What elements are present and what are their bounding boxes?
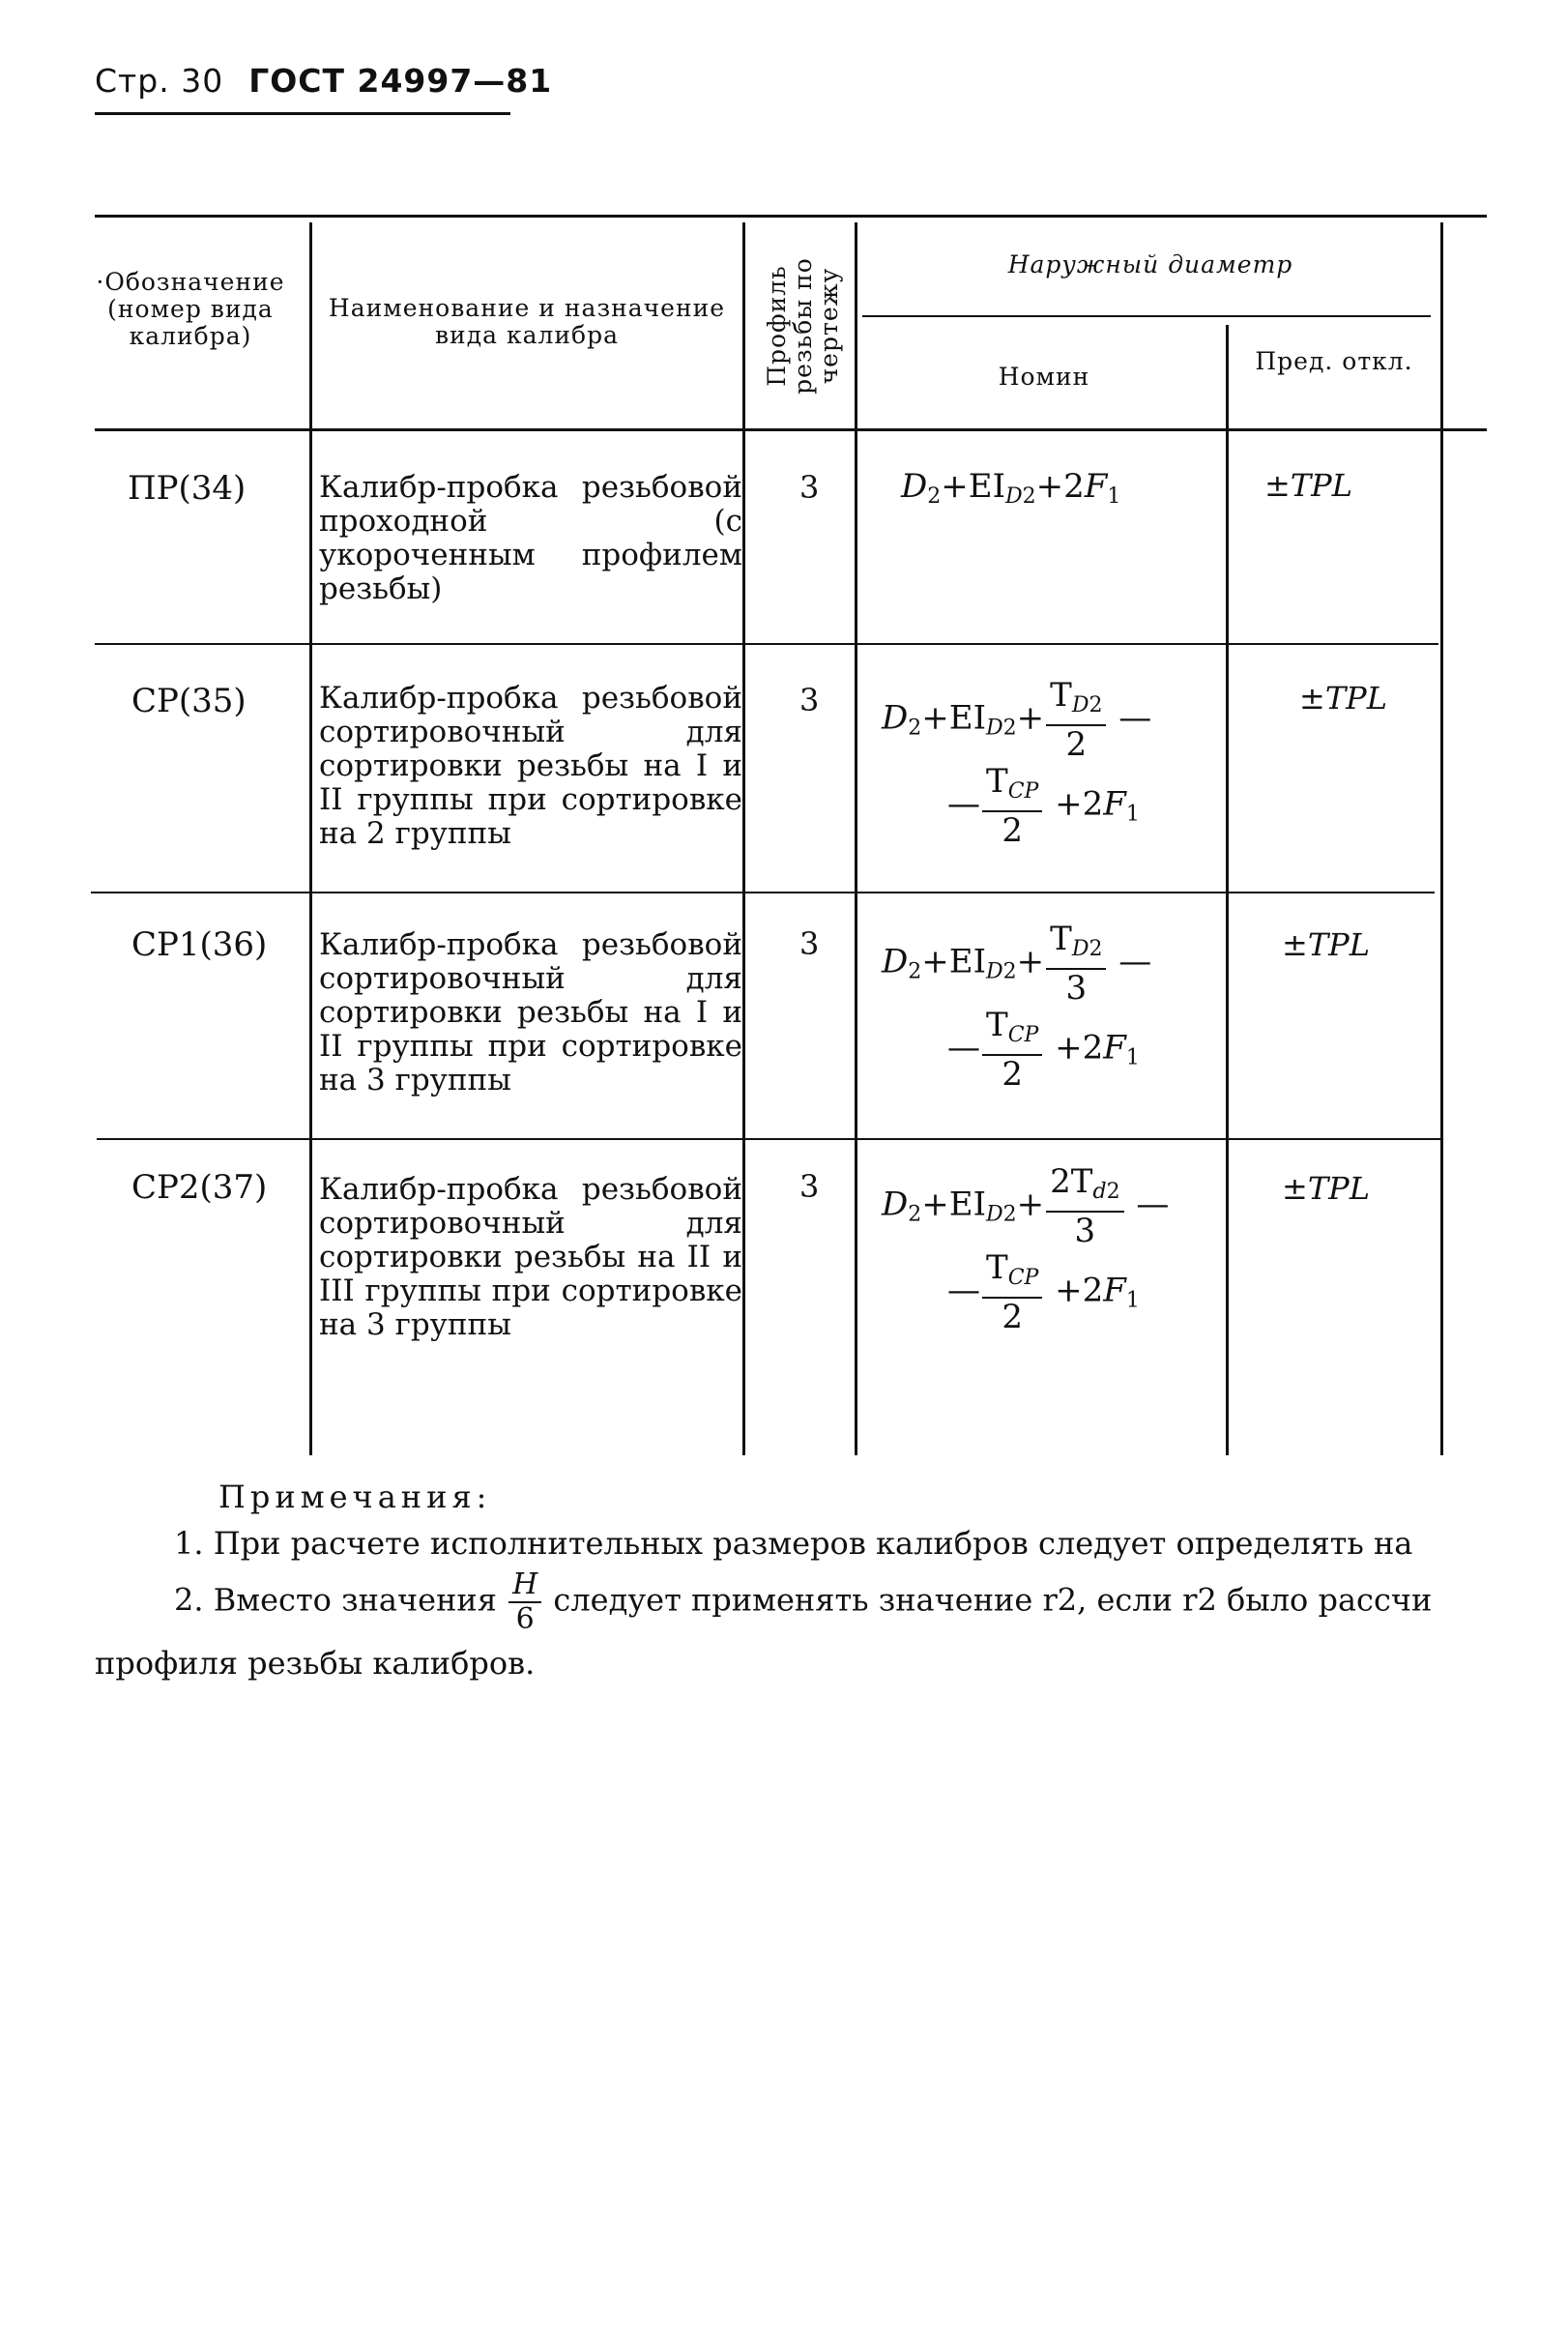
header-underline [95,112,510,115]
note-2-end: следует применять значение r2, если r2 было рассчи [553,1581,1433,1619]
row-separator-3 [97,1138,1440,1140]
note-2-start: 2. Вместо значения [174,1581,497,1619]
row-3-formula: $D_2+EI_{D2}+$ $\frac{T_{D2}}{3}$ — — $\frac{T_{CP}}{2}$ $+2F_1$ [882,920,1152,1094]
row-3-name: Калибр-пробка резьбовой сортировочный для сортировки резьбы на I и II группы при сортировке на 3 группы [319,927,742,1098]
page-header [95,62,552,100]
row-4-code: СР2(37) [131,1168,268,1207]
subheader-rule [862,315,1431,317]
row-1-formula: $D_2+EI_{D2}+2F_1$ [901,467,1121,509]
row-4-formula: $D_2+EI_{D2}+$ $\frac{2T_{d2}}{3}$ — — $\frac{T_{CP}}{2}$ $+2F_1$ [882,1162,1170,1336]
row-2-formula: $D_2+EI_{D2}+$ $\frac{T_{D2}}{2}$ — — $\frac{T_{CP}}{2}$ $+2F_1$ [882,676,1152,850]
row-4-tolerance: ±TPL [1282,1170,1370,1207]
row-1-tolerance: ±TPL [1264,467,1352,504]
header-designation: ·Обозначение (номер вида калибра) [96,268,285,350]
column-rule-5 [1440,222,1443,1455]
row-3-code: СР1(36) [131,925,268,964]
column-rule-3 [855,222,857,1455]
standard-title: ГОСТ 24997—81 [248,62,553,100]
row-3-profile: 3 [799,925,820,962]
header-nominal: Номин [998,363,1090,391]
column-rule-1 [309,222,312,1455]
row-separator-1 [95,643,1438,645]
header-name: Наименование и назначение вида калибра [328,294,726,349]
row-separator-2 [91,892,1435,893]
row-2-name: Калибр-пробка резьбовой сортировочный для сортировки резьбы на I и II группы при сортировке на 2 группы [319,681,742,851]
row-4-name: Калибр-пробка резьбовой сортировочный для сортировки резьбы на II и III группы при сортировке на 3 группы [319,1172,742,1342]
column-rule-2 [742,222,745,1455]
table-top-rule [95,215,1487,218]
header-profile: Профиль резьбы по чертежу [763,257,843,395]
row-2-profile: 3 [799,682,820,718]
notes-title: Примечания: [218,1478,492,1515]
row-4-profile: 3 [799,1168,820,1205]
row-1-code: ПР(34) [128,469,247,508]
row-2-tolerance: ±TPL [1299,680,1387,717]
row-2-code: СР(35) [131,682,247,720]
row-1-name: Калибр-пробка резьбовой проходной (с укороченным профилем резьбы) [319,470,742,606]
header-bottom-rule [95,428,1487,431]
note-2: 2. Вместо значения $\frac{H}{6}$ следует применять значение r2, если r2 было рассчи [174,1567,1433,1636]
note-2-continuation: профиля резьбы калибров. [95,1645,536,1682]
row-1-profile: 3 [799,469,820,506]
page-number: Стр. 30 [95,62,224,100]
header-tolerance: Пред. откл. [1255,347,1413,375]
row-3-tolerance: ±TPL [1282,926,1370,963]
note-1: 1. При расчете исполнительных размеров калибров следует определять на [174,1525,1413,1562]
header-outer-diameter: Наружный диаметр [1007,250,1293,278]
